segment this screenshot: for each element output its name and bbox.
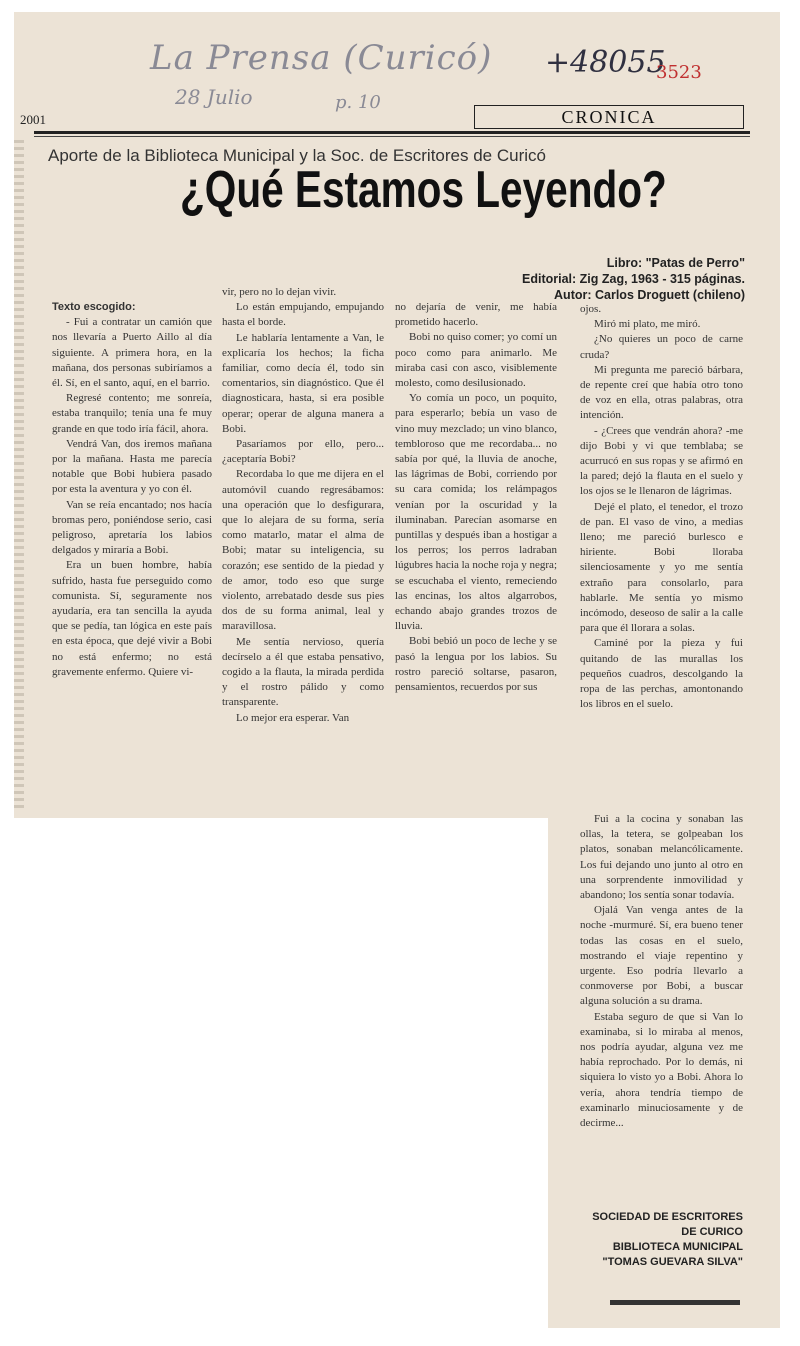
paragraph: Mi pregunta me pareció bárbara, de repente creí que había otro tono de voz en ella, otras palabras, otra intención. — [580, 363, 743, 422]
end-rule — [610, 1300, 740, 1305]
paragraph: Dejé el plato, el tenedor, el trozo de pan. El vaso de vino, a medias lleno; me pareció burlesco e hiriente. Bobi lloraba silenciosamente y yo me sentía extraño para consolarlo, para hablarle. Me sentía yo mismo incómodo, deseoso de salir a la calle para que él llorara a solas. — [580, 500, 743, 635]
article-signature — [580, 1210, 743, 1270]
book-author: Autor: Carlos Droguett (chileno) — [554, 288, 745, 302]
paragraph: ojos. — [580, 303, 602, 315]
paragraph: no dejaría de venir, me había prometido hacerlo. — [395, 301, 557, 329]
article-column-2 — [222, 285, 384, 726]
paragraph: Me sentía nervioso, quería decírselo a él que estaba pensativo, cogido a la flauta, la mirada perdida y el rostro pálido y como transparente. — [222, 635, 384, 709]
paragraph: - Fui a contratar un camión que nos llevaría a Puerto Aillo al día siguiente. A primera hora, en la mañana, dos personas subiríamos a él. Sí, en el santo, aquí, en el barrio. — [52, 316, 212, 390]
archive-stamp-number: +48055 — [545, 45, 666, 80]
paragraph: Fui a la cocina y sonaban las ollas, la tetera, se golpeaban los platos, sonaban melancólicamente. Los fui dejando uno junto al otro en una sorprendente inmovilidad y abandono; los sentía sonar todavía. — [580, 813, 743, 902]
paragraph: vir, pero no lo dejan vivir. — [222, 286, 337, 298]
signature-line: "TOMAS GUEVARA SILVA" — [602, 1256, 743, 1268]
book-info — [522, 255, 745, 303]
book-title: Libro: "Patas de Perro" — [606, 256, 745, 270]
paragraph: Van se reía encantado; nos hacía bromas pero, poniéndose serio, casi peligroso, apretaría los labios delgados y miraría a Bobi. — [52, 498, 212, 557]
excerpt-label: Texto escogido: — [52, 301, 136, 313]
article-column-4-continued — [580, 812, 743, 1131]
paragraph: Ojalá Van venga antes de la noche -murmuré. Sí, era bueno tener todas las cosas en el suelo, mostrando el viaje repentino y urgente. Eso podría llevarlo a conmoverse por Bobi, a buscar alguna solución a su drama. — [580, 904, 743, 1008]
paragraph: Yo comía un poco, un poquito, para esperarlo; bebía un vaso de vino muy mezclado; un vino blanco, tembloroso que me recordaba... no sabía por qué, la lluvia de anoche, las lágrimas de Bobi, corriendo por su cara comida; los relámpagos venían por la oscuridad y la iluminaban. Parecían asomarse en puntillas y después iban a hostigar a los perros; los perros ladraban lúgubres hacia la noche roja y negra; se escuchaba el viento, remeciendo las encinas, los altos algarrobos, echando abajo grandes trozos de lluvia. — [395, 392, 557, 633]
paragraph: Miró mi plato, me miró. — [594, 318, 701, 331]
paragraph: Estaba seguro de que si Van lo examinaba, si lo miraba al menos, nos podría ayudar, alguna vez me había reprochado. Por lo demás, ni siquiera lo visto yo a Bobi. Ahora lo vería, ahora tendría tiempo de examinarlo minuciosamente y de decirme... — [580, 1010, 743, 1130]
paragraph: Le hablaría lentamente a Van, le explicaría los hechos; la ficha familiar, como decía él, todo sin comentarios, sin diagnóstico. Que él diagnosticara, hasta, si era posible operar; operar de alguna manera a Bobi. — [222, 331, 384, 435]
paragraph: Pasaríamos por ello, pero... ¿aceptaría Bobi? — [222, 438, 384, 466]
handwritten-source: La Prensa (Curicó) — [150, 38, 493, 78]
header-year: 2001 — [20, 112, 46, 127]
perforated-edge — [14, 140, 24, 810]
book-publisher: Editorial: Zig Zag, 1963 - 315 páginas. — [522, 272, 745, 286]
article-column-4 — [580, 302, 743, 712]
kicker: Aporte de la Biblioteca Municipal y la Soc. de Escritores de Curicó — [48, 146, 546, 165]
signature-line: SOCIEDAD DE ESCRITORES DE CURICO — [592, 1211, 743, 1238]
header-rule — [34, 131, 750, 134]
paragraph: Bobi bebió un poco de leche y se pasó la lengua por los labios. Su rostro pareció soltarse, pasaron, pensamientos, recuerdos por sus — [395, 635, 557, 694]
handwritten-date: 28 Julio — [175, 85, 253, 109]
signature-line: BIBLIOTECA MUNICIPAL — [612, 1241, 743, 1253]
paragraph: Caminé por la pieza y fui quitando de las murallas los pequeños cuadros, descolgando la ropa de las perchas, amontonando los libros en el suelo. — [580, 637, 743, 711]
paragraph: Bobi no quiso comer; yo comí un poco como para animarlo. Me miraba casi con asco, visiblemente molesto, como desilusionado. — [395, 331, 557, 390]
section-label: CRONICA — [474, 105, 744, 129]
paragraph: Regresé contento; me sonreía, estaba tranquilo; tenía una fe muy grande en que todo iría fácil, ahora. — [52, 392, 212, 435]
article-column-3 — [395, 300, 557, 695]
paragraph: Era un buen hombre, había sufrido, hasta fue perseguido como comunista. Sí, seguramente nos ayudaría, era tan sencilla la ayuda que se pedía, tan lógica en este país en esta época, que dejé vivir a Bobi no está enfermo; no está gravemente enfermo. Quiere vi- — [52, 559, 212, 678]
paragraph: Recordaba lo que me dijera en el automóvil cuando regresábamos: una operación que lo desfigurara, que lo alejara de su forma, sería como matarlo, matar el alma de Bobi; matar su inteligencia, su corazón; ese sentido de la piedad y de amor, todo eso que surge violento, arrebatado desde sus pies dos de su forma animal, leal y maravillosa. — [222, 468, 384, 633]
paragraph: Vendrá Van, dos iremos mañana por la mañana. Hasta me parecía notable que Bobi hubiera pasado por esta la aventura y yo con él. — [52, 437, 212, 496]
handwritten-page: p. 10 — [335, 92, 381, 113]
archive-red-number: 3523 — [656, 62, 702, 83]
paragraph: Lo mejor era esperar. Van — [236, 711, 350, 724]
headline: ¿Qué Estamos Leyendo? — [180, 161, 667, 219]
paragraph: - ¿Crees que vendrán ahora? -me dijo Bobi y vi que temblaba; se acurrucó en sus ropas y se afirmó en la pared; dejó la flauta en el suelo y los ojos se le llenaron de lágrimas. — [580, 424, 743, 498]
article-column-1 — [52, 300, 212, 680]
paragraph: ¿No quieres un poco de carne cruda? — [580, 333, 743, 361]
header-rule-thin — [34, 136, 750, 137]
paragraph: Lo están empujando, empujando hasta el borde. — [222, 301, 384, 329]
